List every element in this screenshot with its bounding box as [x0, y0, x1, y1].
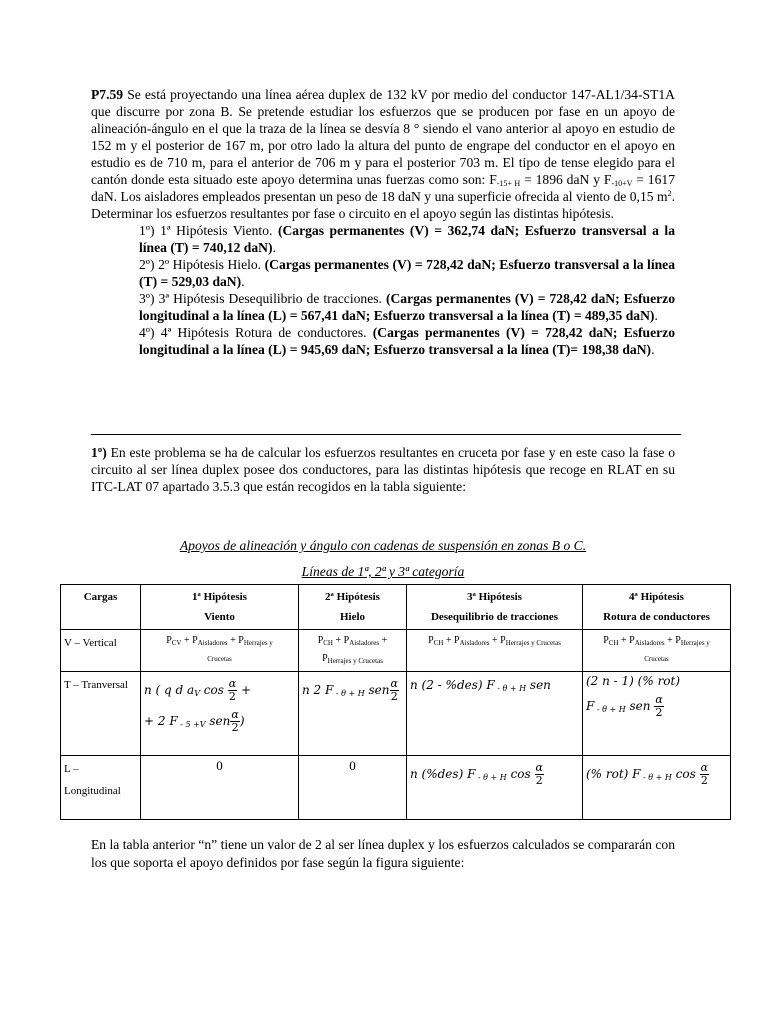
formula-v-1: $P_{CV} + P_{Aisladores} + P_{Herrajes y}$ Crucetas	[141, 630, 299, 672]
hypothesis-2	[91, 256, 675, 290]
hyp-result: (Cargas permanentes (V) = 362,74 daN; Esfuerzo transversal a la línea (T) = 740,12 daN)	[139, 223, 675, 255]
statement-text: = 1617 daN. Los aisladores empleados presentan un peso de 18 daN y una superficie ofrecida al viento de 0,15 m	[91, 172, 675, 204]
hypothesis-4	[91, 324, 675, 358]
hyp-tail: .	[654, 308, 658, 323]
table-row-transversal	[61, 672, 731, 756]
formula-t-3: n (2 - %des) F $_{- \theta + H}$ sen	[407, 672, 583, 756]
hyp-tail: .	[241, 274, 245, 289]
hyp-tail: .	[272, 240, 276, 255]
header-subtext: Hielo	[339, 611, 366, 623]
formula-l-4: (% rot) F $_{- \theta + H}$ cos $\frac{\alpha}{2}$	[583, 756, 731, 820]
statement-text: Se está proyectando una línea aérea duplex de 132 kV por medio del conductor 147-AL1/34-ST1A que discurre por zona B. Se pretende estudiar los esfuerzos que se producen por fase en un apoyo de alineación-ángulo en el que la traza de la línea se desvía 8 ° siendo el vano anterior al apoyo en estudio de 152 m y el posterior de 167 m, por otro lado la altura del punto de engrape del conductor en el apoyo en estudio es de 710 m, para el anterior de 706 m y para el posterior 703 m. El tipo de tense elegido para el cantón donde esta situado este apoyo determina unas fuerzas como son: F	[91, 87, 675, 187]
formula-v-2: $P_{CH} + P_{Aisladores}$ + $P_{Herrajes y Crucetas}$	[299, 630, 407, 672]
force-subscript-2: -10+V	[611, 179, 633, 188]
header-text: 2ª Hipótesis	[325, 591, 380, 603]
header-hyp1	[141, 585, 299, 630]
section-divider	[91, 434, 681, 435]
header-text: 4ª Hipótesis	[629, 591, 684, 603]
section-number: 1º)	[91, 445, 107, 460]
hyp-result: (Cargas permanentes (V) = 728,42 daN; Esfuerzo transversal a la línea (T) = 529,03 daN)	[139, 257, 675, 289]
section-text: En este problema se ha de calcular los esfuerzos resultantes en cruceta por fase y en este caso la fase o circuito al ser línea duplex posee dos conductores, para las distintas hipótesis que recoge en RLAT en su ITC-LAT 07 apartado 3.5.3 que están recogidos en la tabla siguiente:	[91, 445, 675, 494]
table-caption: Apoyos de alineación y ángulo con cadenas de suspensión en zonas B o C.	[179, 538, 587, 553]
formula-v-4: $P_{CH} + P_{Aisladores} + P_{Herrajes y}$ Crucetas	[583, 630, 731, 672]
row-label-vertical: V – Vertical	[61, 630, 141, 672]
header-hyp4	[583, 585, 731, 630]
closing-paragraph	[91, 836, 675, 872]
statement-text: . Determinar los esfuerzos resultantes por fase o circuito en el apoyo según las distintas hipótesis.	[91, 189, 675, 221]
table-header-row	[61, 585, 731, 630]
hypothesis-1	[91, 222, 675, 256]
hyp-tail: .	[651, 342, 655, 357]
table-row-longitudinal	[61, 756, 731, 820]
header-cargas	[61, 585, 141, 630]
table-row-vertical	[61, 630, 731, 672]
hyp-result: (Cargas permanentes (V) = 728,42 daN; Esfuerzo longitudinal a la línea (L) = 567,41 daN; Esfuerzo transversal a la línea (T) = 489,35 daN)	[139, 291, 675, 323]
row-label-longitudinal: L – Longitudinal	[61, 756, 141, 820]
formula-l-1: 0	[141, 756, 299, 820]
table-subcaption: Líneas de 1ª, 2ª y 3ª categoría	[301, 564, 465, 579]
problem-id: P7.59	[91, 87, 124, 102]
header-hyp2	[299, 585, 407, 630]
header-text: 1ª Hipótesis	[192, 591, 247, 603]
section-paragraph	[91, 444, 675, 495]
hyp-lead: 1º) 1ª Hipótesis Viento.	[139, 223, 278, 238]
statement-text: = 1896 daN y F	[520, 172, 612, 187]
force-subscript-1: -15+ H	[496, 179, 521, 188]
header-subtext: Rotura de conductores	[603, 611, 710, 623]
hypotheses-table	[60, 584, 731, 820]
formula-l-3: n (%des) F $_{- \theta + H}$ cos $\frac{\alpha}{2}$	[407, 756, 583, 820]
formula-t-1: n ( q d $a_V$ cos $\frac{\alpha}{2}$ + + 2 F $_{- 5 +V}$ sen $\frac{\alpha}{2}$ )	[141, 672, 299, 756]
formula-t-2: n 2 F $_{- \theta + H}$ sen $\frac{\alpha}{2}$	[299, 672, 407, 756]
problem-paragraph	[91, 86, 675, 222]
header-hyp3	[407, 585, 583, 630]
hyp-result: (Cargas permanentes (V) = 728,42 daN; Esfuerzo longitudinal a la línea (L) = 945,69 daN; Esfuerzo transversal a la línea (T)= 198,38 daN)	[139, 325, 675, 357]
area-superscript: 2	[667, 189, 672, 198]
problem-statement	[91, 86, 675, 358]
header-text: Cargas	[83, 591, 118, 603]
hyp-lead: 2º) 2º Hipótesis Hielo.	[139, 257, 265, 272]
hyp-lead: 4º) 4ª Hipótesis Rotura de conductores.	[139, 325, 373, 340]
header-subtext: Desequilibrio de tracciones	[430, 611, 559, 623]
formula-l-2: 0	[299, 756, 407, 820]
row-label-transversal: T – Tranversal	[61, 672, 141, 756]
closing-text: En la tabla anterior “n” tiene un valor de 2 al ser línea duplex y los esfuerzos calculados se compararán con los que soporta el apoyo definidos por fase según la figura siguiente:	[91, 837, 675, 870]
hyp-lead: 3º) 3ª Hipótesis Desequilibrio de tracciones.	[139, 291, 386, 306]
header-text: 3ª Hipótesis	[467, 591, 522, 603]
formula-t-4: (2 n - 1) (% rot) F $_{- \theta + H}$ sen $\frac{\alpha}{2}$	[583, 672, 731, 756]
formula-v-3: $P_{CH} + P_{Aisladores} + P_{Herrajes y Crucetas}$	[407, 630, 583, 672]
hypothesis-3	[91, 290, 675, 324]
header-subtext: Viento	[204, 611, 235, 623]
